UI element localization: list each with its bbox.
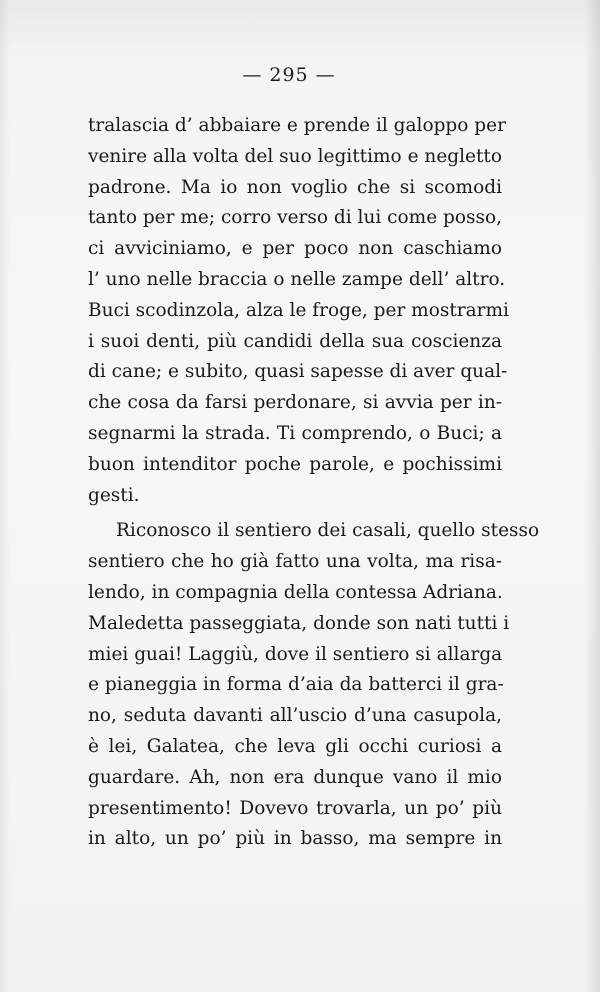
page-number: — 295 — bbox=[242, 64, 336, 86]
text-line: l’ uno nelle braccia o nelle zampe dell’ altro. bbox=[88, 268, 506, 290]
body-text bbox=[88, 111, 540, 855]
text-line: è lei, Galatea, che leva gli occhi curiosi a bbox=[88, 735, 502, 757]
text-line: sentiero che ho già fatto una volta, ma risa- bbox=[88, 551, 502, 573]
text-line: e pianeggia in forma d’aia da batterci il gra- bbox=[88, 674, 504, 696]
text-line: tralascia d’ abbaiare e prende il galoppo per bbox=[88, 115, 506, 136]
text-line: gesti. bbox=[88, 484, 140, 506]
text-line: che cosa da farsi perdonare, si avvia per in- bbox=[88, 392, 502, 414]
text-line: lendo, in compagnia della contessa Adriana. bbox=[88, 581, 503, 603]
text-line: padrone. Ma io non voglio che si scomodi bbox=[88, 176, 502, 198]
text-line: no, seduta davanti all’uscio d’una casupola, bbox=[88, 705, 502, 727]
text-line: presentimento! Dovevo trovarla, un po’ più bbox=[88, 797, 502, 819]
page-gutter-shadow bbox=[0, 0, 10, 992]
text-line: Buci scodinzola, alza le froge, per mostrarmi bbox=[88, 299, 509, 321]
page-edge-shadow bbox=[584, 0, 600, 992]
text-line: guardare. Ah, non era dunque vano il mio bbox=[88, 766, 502, 788]
paragraph-1 bbox=[88, 111, 509, 511]
text-line: Riconosco il sentiero dei casali, quello stesso bbox=[116, 520, 540, 542]
text-line: segnarmi la strada. Ti comprendo, o Buci; a bbox=[88, 422, 502, 444]
text-line: venire alla volta del suo legittimo e negletto bbox=[88, 145, 502, 167]
text-line: buon intenditor poche parole, e pochissimi bbox=[88, 453, 502, 475]
text-line: i suoi denti, più candidi della sua coscienza bbox=[88, 330, 502, 352]
text-line: Maledetta passeggiata, donde son nati tutti i bbox=[88, 612, 510, 634]
text-line: miei guai! Laggiù, dove il sentiero si allarga bbox=[88, 643, 503, 665]
text-line: di cane; e subito, quasi sapesse di aver qual- bbox=[88, 361, 508, 383]
text-line: in alto, un po’ più in basso, ma sempre in bbox=[88, 828, 502, 850]
text-line: ci avviciniamo, e per poco non caschiamo bbox=[88, 238, 502, 260]
text-line: tanto per me; corro verso di lui come posso, bbox=[88, 207, 503, 229]
paragraph-2 bbox=[88, 516, 540, 855]
